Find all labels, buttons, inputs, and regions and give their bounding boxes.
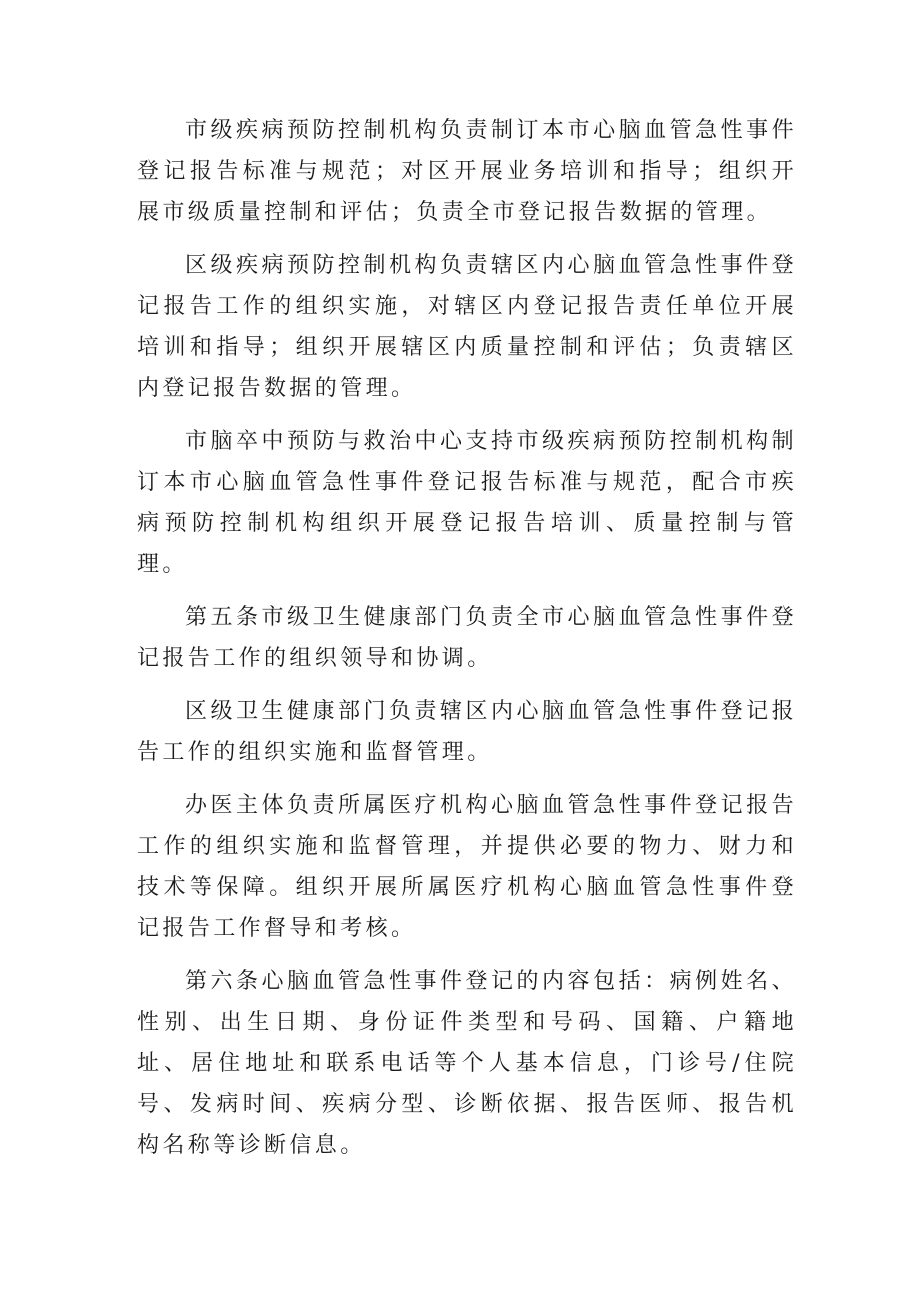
paragraph-municipal-cdc: 市级疾病预防控制机构负责制订本市心脑血管急性事件登记报告标准与规范；对区开展业务培训和指导；组织开展市级质量控制和评估；负责全市登记报告数据的管理。 (137, 118, 797, 225)
paragraph-hospital-sponsor: 办医主体负责所属医疗机构心脑血管急性事件登记报告工作的组织实施和监督管理，并提供必要的物力、财力和技术等保障。组织开展所属医疗机构心脑血管急性事件登记报告工作督导和考核。 (137, 793, 797, 941)
document-body (137, 110, 797, 1178)
paragraph-article-6: 第六条心脑血管急性事件登记的内容包括：病例姓名、性别、出生日期、身份证件类型和号码、国籍、户籍地址、居住地址和联系电话等个人基本信息，门诊号/住院号、发病时间、疾病分型、诊断依据、报告医师、报告机构名称等诊断信息。 (137, 969, 797, 1158)
paragraph-district-cdc: 区级疾病预防控制机构负责辖区内心脑血管急性事件登记报告工作的组织实施，对辖区内登记报告责任单位开展培训和指导；组织开展辖区内质量控制和评估；负责辖区内登记报告数据的管理。 (137, 253, 797, 401)
paragraph-article-5: 第五条市级卫生健康部门负责全市心脑血管急性事件登记报告工作的组织领导和协调。 (137, 605, 797, 671)
paragraph-district-health-dept: 区级卫生健康部门负责辖区内心脑血管急性事件登记报告工作的组织实施和监督管理。 (137, 699, 797, 765)
paragraph-stroke-center: 市脑卒中预防与救治中心支持市级疾病预防控制机构制订本市心脑血管急性事件登记报告标准与规范，配合市疾病预防控制机构组织开展登记报告培训、质量控制与管理。 (137, 429, 797, 577)
